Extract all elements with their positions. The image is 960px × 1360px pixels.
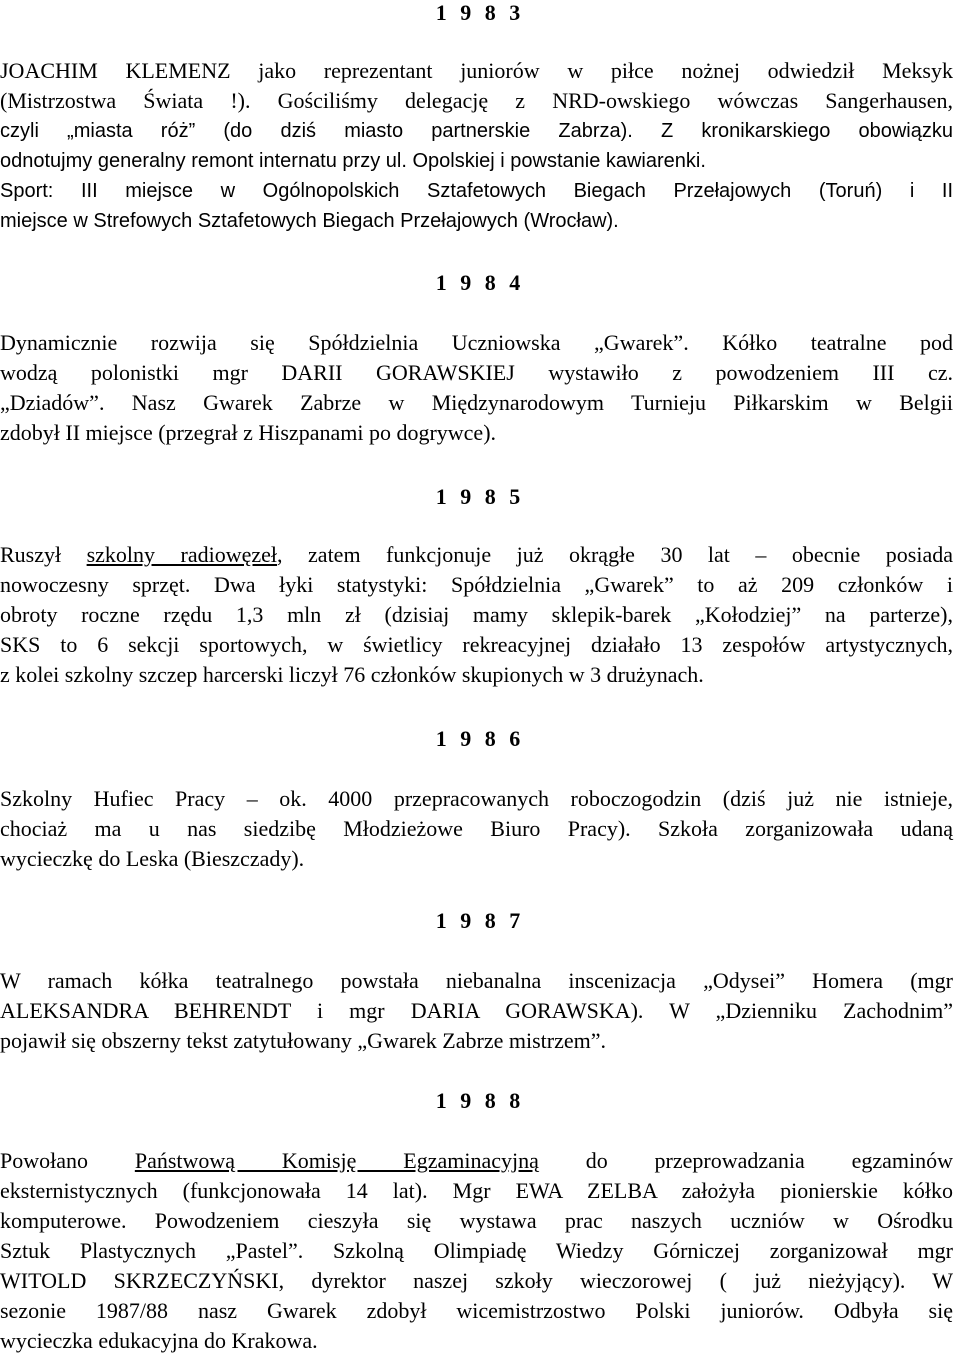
text-span: , zatem funkcjonuje już okrągłe 30 lat – obecnie posiada — [277, 542, 953, 567]
year-heading-1983: 1 9 8 3 — [435, 0, 525, 25]
text-line: zdobył II miejsce (przegrał z Hiszpanami po dogrywce). — [0, 420, 497, 445]
text-span: Ruszył — [0, 542, 87, 567]
text-line: sezonie 1987/88 nasz Gwarek zdobył wicemistrzostwo Polski juniorów. Odbyła się — [0, 1298, 953, 1323]
text-line: odnotujmy generalny remont internatu przy ul. Opolskiej i powstanie kawiarenki. — [0, 150, 706, 172]
text-span: Powołano — [0, 1148, 135, 1173]
year-heading-1988: 1 9 8 8 — [435, 1088, 525, 1113]
text-span: do przeprowadzania egzaminów — [538, 1148, 953, 1173]
year-heading-1984: 1 9 8 4 — [435, 270, 525, 295]
text-line: z kolei szkolny szczep harcerski liczył 76 członków skupionych w 3 drużynach. — [0, 662, 704, 687]
paragraph-1984 — [0, 328, 953, 448]
paragraph-1983 — [0, 56, 953, 236]
text-line — [0, 1146, 953, 1176]
text-line: pojawił się obszerny tekst zatytułowany „Gwarek Zabrze mistrzem”. — [0, 1028, 606, 1053]
paragraph-1986 — [0, 784, 953, 874]
text-line: WITOLD SKRZECZYŃSKI, dyrektor naszej szkoły wieczorowej ( już nieżyjący). W — [0, 1268, 953, 1293]
underlined-term: Państwową Komisję Egzaminacyjną — [134, 1148, 539, 1173]
text-line: Sport: III miejsce w Ogólnopolskich Sztafetowych Biegach Przełajowych (Toruń) i II — [0, 180, 953, 202]
text-line: (Mistrzostwa Świata !). Gościliśmy delegację z NRD-owskiego wówczas Sangerhausen, — [0, 88, 953, 113]
year-heading-1986: 1 9 8 6 — [435, 726, 525, 751]
text-line: ALEKSANDRA BEHRENDT i mgr DARIA GORAWSKA). W „Dzienniku Zachodnim” — [0, 998, 953, 1023]
text-line: SKS to 6 sekcji sportowych, w świetlicy rekreacyjnej działało 13 zespołów artystycznych, — [0, 632, 953, 657]
text-line: wodzą polonistki mgr DARII GORAWSKIEJ wystawiło z powodzeniem III cz. — [0, 360, 953, 385]
text-line: JOACHIM KLEMENZ jako reprezentant juniorów w piłce nożnej odwiedził Meksyk — [0, 58, 953, 83]
text-line — [0, 540, 953, 570]
text-line: miejsce w Strefowych Sztafetowych Biegach Przełajowych (Wrocław). — [0, 210, 619, 232]
text-line: wycieczka edukacyjna do Krakowa. — [0, 1328, 318, 1353]
text-line: obroty roczne rzędu 1,3 mln zł (dzisiaj mamy sklepik-barek „Kołodziej” na parterze), — [0, 602, 953, 627]
text-line: Dynamicznie rozwija się Spółdzielnia Uczniowska „Gwarek”. Kółko teatralne pod — [0, 330, 953, 355]
year-heading-1985: 1 9 8 5 — [435, 484, 525, 509]
text-line: „Dziadów”. Nasz Gwarek Zabrze w Międzynarodowym Turnieju Piłkarskim w Belgii — [0, 390, 953, 415]
text-line: W ramach kółka teatralnego powstała niebanalna inscenizacja „Odysei” Homera (mgr — [0, 968, 953, 993]
text-line: nowoczesny sprzęt. Dwa łyki statystyki: Spółdzielnia „Gwarek” to aż 209 członków i — [0, 572, 953, 597]
year-heading-1987: 1 9 8 7 — [435, 908, 525, 933]
text-line: Szkolny Hufiec Pracy – ok. 4000 przepracowanych roboczogodzin (dziś już nie istnieje, — [0, 786, 953, 811]
text-line: chociaż ma u nas siedzibę Młodzieżowe Biuro Pracy). Szkoła zorganizowała udaną — [0, 816, 953, 841]
text-line: komputerowe. Powodzeniem cieszyła się wystawa prac naszych uczniów w Ośrodku — [0, 1208, 953, 1233]
paragraph-1987 — [0, 966, 953, 1056]
underlined-term: szkolny radiowęzeł — [86, 542, 278, 567]
text-line: czyli „miasta róż” (do dziś miasto partnerskie Zabrza). Z kronikarskiego obowiązku — [0, 120, 953, 142]
text-line: wycieczkę do Leska (Bieszczady). — [0, 846, 305, 871]
text-line: eksternistycznych (funkcjonowała 14 lat). Mgr EWA ZELBA założyła pionierskie kółko — [0, 1178, 953, 1203]
text-line: Sztuk Plastycznych „Pastel”. Szkolną Olimpiadę Wiedzy Górniczej zorganizował mgr — [0, 1238, 953, 1263]
paragraph-1988 — [0, 1146, 953, 1356]
paragraph-1985 — [0, 540, 953, 690]
